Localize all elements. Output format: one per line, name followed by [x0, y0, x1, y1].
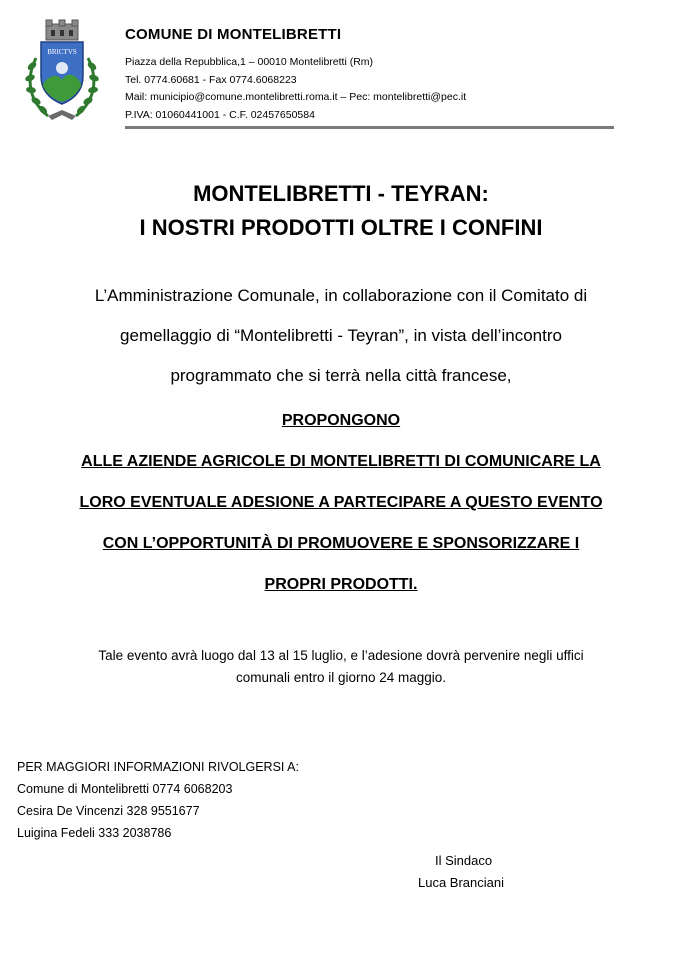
crest-motto: BRICTVS	[47, 48, 77, 56]
document-title	[0, 177, 682, 245]
contact-item: Luigina Fedeli 333 2038786	[17, 826, 172, 840]
signatory-role: Il Sindaco	[435, 853, 493, 868]
signature-block	[418, 850, 504, 894]
municipal-crest-icon	[22, 18, 102, 124]
proposal-block	[0, 400, 682, 605]
proposal-line-3: LORO EVENTUALE ADESIONE A PARTECIPARE A QUESTO EVENTO	[79, 494, 603, 511]
event-line-1: Tale evento avrà luogo dal 13 al 15 luglio, e l’adesione dovrà pervenire negli uffici	[98, 648, 584, 663]
signatory-name: Luca Branciani	[418, 875, 504, 890]
proposal-line-4: CON L’OPPORTUNITÀ DI PROMUOVERE E SPONSORIZZARE I	[102, 535, 580, 552]
intro-line-2: gemellaggio di “Montelibretti - Teyran”, in vista dell’incontro	[120, 326, 562, 345]
phone-line: Tel. 0774.60681 - Fax 0774.6068223	[125, 73, 297, 86]
intro-line-1: L’Amministrazione Comunale, in collaborazione con il Comitato di	[94, 286, 588, 305]
contact-item: Comune di Montelibretti 0774 6068203	[17, 782, 233, 796]
contact-item: Cesira De Vincenzi 328 9551677	[17, 804, 200, 818]
intro-paragraph	[0, 276, 682, 396]
proposal-line-1: PROPONGONO	[281, 412, 401, 429]
vat-line: P.IVA: 01060441001 - C.F. 02457650584	[125, 108, 315, 121]
event-info	[0, 645, 682, 689]
event-line-2: comunali entro il giorno 24 maggio.	[235, 670, 447, 685]
proposal-line-2: ALLE AZIENDE AGRICOLE DI MONTELIBRETTI DI COMUNICARE LA	[81, 453, 601, 470]
intro-line-3: programmato che si terrà nella città francese,	[170, 366, 512, 385]
contacts-heading: PER MAGGIORI INFORMAZIONI RIVOLGERSI A:	[17, 760, 299, 774]
title-line-2: I NOSTRI PRODOTTI OLTRE I CONFINI	[139, 215, 543, 240]
mail-line: Mail: municipio@comune.montelibretti.roma.it – Pec: montelibretti@pec.it	[125, 91, 467, 103]
letterhead	[125, 26, 466, 124]
header-divider	[125, 126, 614, 129]
municipality-name: COMUNE DI MONTELIBRETTI	[125, 26, 342, 43]
proposal-line-5: PROPRI PRODOTTI.	[264, 576, 418, 593]
title-line-1: MONTELIBRETTI - TEYRAN:	[193, 181, 489, 206]
address-line: Piazza della Repubblica,1 – 00010 Montelibretti (Rm)	[125, 56, 374, 68]
contacts-block	[17, 756, 299, 844]
